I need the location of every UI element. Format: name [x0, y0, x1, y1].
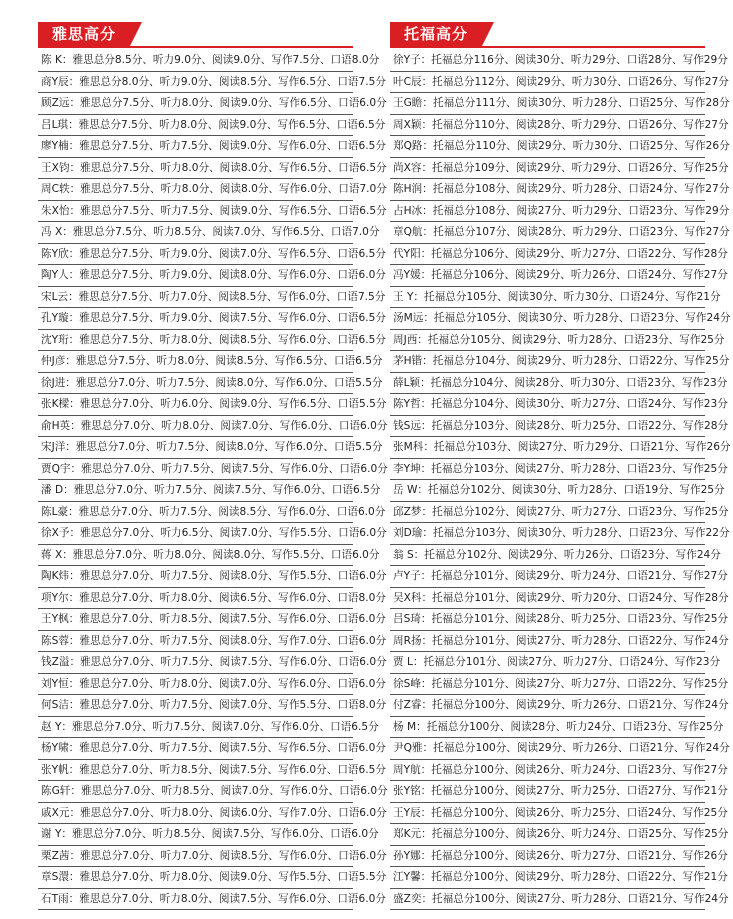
toefl-score-row: 叶C辰：托福总分112分、阅读29分、听力30分、口语26分、写作27分: [390, 72, 705, 94]
toefl-score-row: 尚X容：托福总分109分、阅读29分、听力29分、口语26分、写作25分: [390, 158, 705, 180]
ielts-score-row: 杨Y啸：雅思总分7.0分、听力7.5分、阅读7.5分、写作6.5分、口语6.0分: [38, 738, 353, 760]
ielts-score-row: 徐X予：雅思总分7.0分、听力6.5分、阅读7.0分、写作5.5分、口语6.0分: [38, 523, 353, 545]
toefl-score-row: 付Z睿：托福总分100分、阅读29分、听力26分、口语21分、写作24分: [390, 695, 705, 717]
toefl-score-row: 陈H润：托福总分108分、阅读29分、听力28分、口语24分、写作27分: [390, 179, 705, 201]
ielts-score-row: 章S澴：雅思总分7.0分、听力8.0分、阅读9.0分、写作5.5分、口语5.5分: [38, 867, 353, 889]
ielts-score-row: 仲J彦：雅思总分7.5分、听力8.0分、阅读8.5分、写作6.5分、口语6.5分: [38, 351, 353, 373]
ielts-score-row: 石T雨：雅思总分7.0分、听力8.0分、阅读7.5分、写作6.0分、口语6.0分: [38, 889, 353, 911]
toefl-score-row: 汤M远：托福总分105分、阅读30分、听力28分、口语23分、写作24分: [390, 308, 705, 330]
ielts-score-row: 潘 D：雅思总分7.0分、听力7.5分、阅读7.5分、写作6.0分、口语6.5分: [38, 480, 353, 502]
toefl-score-row: 陈Y哲：托福总分104分、阅读30分、听力27分、口语24分、写作23分: [390, 394, 705, 416]
toefl-score-row: 吕S琦：托福总分101分、阅读28分、听力25分、口语23分、写作25分: [390, 609, 705, 631]
ielts-score-row: 陶K炜：雅思总分7.0分、听力7.5分、阅读8.0分、写作5.5分、口语6.0分: [38, 566, 353, 588]
toefl-score-row: 江Y馨：托福总分100分、阅读29分、听力28分、口语22分、写作21分: [390, 867, 705, 889]
toefl-score-row: 茅H锴：托福总分104分、阅读29分、听力28分、口语22分、写作25分: [390, 351, 705, 373]
toefl-list: [390, 50, 731, 910]
toefl-score-row: 冯Y媛：托福总分106分、阅读29分、听力26分、口语24分、写作27分: [390, 265, 705, 287]
toefl-score-row: 占H冰：托福总分108分、阅读27分、听力29分、口语23分、写作29分: [390, 201, 705, 223]
toefl-score-row: 薛L颖：托福总分104分、阅读28分、听力30分、口语23分、写作23分: [390, 373, 705, 395]
ielts-score-row: 张Y帆：雅思总分7.0分、听力8.5分、阅读7.5分、写作6.0分、口语6.5分: [38, 760, 353, 782]
toefl-score-row: 盛Z奕：托福总分100分、阅读27分、听力28分、口语21分、写作24分: [390, 889, 705, 911]
ielts-section: [38, 22, 388, 910]
toefl-score-row: 徐S峰：托福总分101分、阅读27分、听力27分、口语22分、写作25分: [390, 674, 705, 696]
ielts-list: [38, 50, 388, 910]
ielts-score-row: 陶Y人：雅思总分7.5分、听力9.0分、阅读8.0分、写作6.0分、口语6.0分: [38, 265, 353, 287]
ielts-score-row: 项Y尔：雅思总分7.0分、听力8.0分、阅读6.5分、写作6.0分、口语8.0分: [38, 588, 353, 610]
toefl-score-row: 张Y铭：托福总分100分、阅读27分、听力25分、口语27分、写作21分: [390, 781, 705, 803]
ielts-score-row: 陈L豪：雅思总分7.0分、听力7.5分、阅读8.5分、写作6.0分、口语6.0分: [38, 502, 353, 524]
toefl-score-row: 尹Q雅：托福总分100分、阅读29分、听力26分、口语21分、写作24分: [390, 738, 705, 760]
toefl-section: [390, 22, 731, 910]
ielts-score-row: 朱X怡：雅思总分7.5分、听力7.5分、阅读9.0分、写作6.5分、口语6.5分: [38, 201, 353, 223]
toefl-score-row: 王G瞻：托福总分111分、阅读30分、听力28分、口语25分、写作28分: [390, 93, 705, 115]
toefl-score-row: 代Y阳：托福总分106分、阅读29分、听力27分、口语22分、写作28分: [390, 244, 705, 266]
toefl-score-row: 郑Q路：托福总分110分、阅读29分、听力30分、口语25分、写作26分: [390, 136, 705, 158]
ielts-score-row: 赵 Y：雅思总分7.0分、听力7.5分、阅读7.0分、写作6.0分、口语6.5分: [38, 717, 353, 739]
ielts-score-row: 钱Z溢：雅思总分7.0分、听力7.5分、阅读7.5分、写作6.0分、口语6.0分: [38, 652, 353, 674]
ielts-score-row: 沈Y珩：雅思总分7.5分、听力8.0分、阅读8.5分、写作6.0分、口语6.5分: [38, 330, 353, 352]
ielts-score-row: 陈Y欣：雅思总分7.5分、听力9.0分、阅读7.0分、写作6.5分、口语6.5分: [38, 244, 353, 266]
ielts-score-row: 周C轶：雅思总分7.5分、听力8.0分、阅读8.0分、写作6.0分、口语7.0分: [38, 179, 353, 201]
ielts-title: 雅思高分: [38, 22, 130, 46]
ielts-score-row: 孔Y璇：雅思总分7.5分、听力9.0分、阅读7.5分、写作6.0分、口语6.5分: [38, 308, 353, 330]
ielts-score-row: 顾Z远：雅思总分7.5分、听力8.0分、阅读9.0分、写作6.5分、口语6.0分: [38, 93, 353, 115]
ielts-score-row: 贾Q宇：雅思总分7.0分、听力7.5分、阅读7.5分、写作6.0分、口语6.0分: [38, 459, 353, 481]
toefl-score-row: 李Y坤：托福总分103分、阅读27分、听力28分、口语23分、写作25分: [390, 459, 705, 481]
toefl-score-row: 周R扬：托福总分101分、阅读27分、听力28分、口语22分、写作24分: [390, 631, 705, 653]
toefl-score-row: 章Q航：托福总分107分、阅读28分、听力29分、口语23分、写作27分: [390, 222, 705, 244]
ielts-score-row: 吕L琪：雅思总分7.5分、听力8.0分、阅读9.0分、写作6.5分、口语6.5分: [38, 115, 353, 137]
ielts-score-row: 廖Y楠：雅思总分7.5分、听力7.5分、阅读9.0分、写作6.0分、口语6.5分: [38, 136, 353, 158]
ielts-score-row: 徐J进：雅思总分7.0分、听力7.5分、阅读8.0分、写作6.0分、口语5.5分: [38, 373, 353, 395]
ielts-score-row: 张K樑：雅思总分7.0分、听力6.0分、阅读9.0分、写作6.5分、口语5.5分: [38, 394, 353, 416]
toefl-score-row: 孙Y娜：托福总分100分、阅读26分、听力27分、口语21分、写作26分: [390, 846, 705, 868]
ielts-header: [38, 22, 353, 48]
ielts-score-row: 宋J洋：雅思总分7.0分、听力7.5分、阅读8.0分、写作6.0分、口语5.5分: [38, 437, 353, 459]
toefl-score-row: 刘D瑜：托福总分103分、阅读30分、听力28分、口语23分、写作22分: [390, 523, 705, 545]
toefl-score-row: 翁 S：托福总分102分、阅读29分、听力26分、口语23分、写作24分: [390, 545, 705, 567]
toefl-header: [390, 22, 705, 48]
ielts-score-row: 陈G轩：雅思总分7.0分、听力8.5分、阅读7.0分、写作6.0分、口语6.0分: [38, 781, 353, 803]
ielts-score-row: 栗Z茜：雅思总分7.0分、听力7.0分、阅读8.5分、写作6.0分、口语6.0分: [38, 846, 353, 868]
toefl-score-row: 钱S远：托福总分103分、阅读28分、听力25分、口语22分、写作28分: [390, 416, 705, 438]
toefl-score-row: 徐Y子：托福总分116分、阅读30分、听力29分、口语28分、写作29分: [390, 50, 705, 72]
toefl-score-row: 贾 L：托福总分101分、阅读27分、听力27分、口语24分、写作23分: [390, 652, 705, 674]
ielts-score-row: 王X钧：雅思总分7.5分、听力8.0分、阅读8.0分、写作6.5分、口语6.5分: [38, 158, 353, 180]
toefl-score-row: 吴X科：托福总分101分、阅读29分、听力20分、口语24分、写作28分: [390, 588, 705, 610]
ielts-score-row: 戚X元：雅思总分7.0分、听力8.0分、阅读6.0分、写作7.0分、口语6.0分: [38, 803, 353, 825]
toefl-score-row: 邱Z梦：托福总分102分、阅读27分、听力27分、口语23分、写作25分: [390, 502, 705, 524]
toefl-score-row: 卢Y子：托福总分101分、阅读29分、听力24分、口语21分、写作27分: [390, 566, 705, 588]
ielts-score-row: 宋L云：雅思总分7.5分、听力7.0分、阅读8.5分、写作6.0分、口语7.5分: [38, 287, 353, 309]
toefl-score-row: 岳 W：托福总分102分、阅读30分、听力28分、口语19分、写作25分: [390, 480, 705, 502]
toefl-title: 托福高分: [390, 22, 482, 46]
toefl-score-row: 周X颖：托福总分110分、阅读28分、听力29分、口语26分、写作27分: [390, 115, 705, 137]
ielts-score-row: 谢 Y：雅思总分7.0分、听力8.5分、阅读7.5分、写作6.0分、口语6.0分: [38, 824, 353, 846]
toefl-score-row: 周Y航：托福总分100分、阅读26分、听力24分、口语23分、写作27分: [390, 760, 705, 782]
toefl-score-row: 杨 M：托福总分100分、阅读28分、听力24分、口语23分、写作25分: [390, 717, 705, 739]
toefl-score-row: 郑K元：托福总分100分、阅读26分、听力24分、口语25分、写作25分: [390, 824, 705, 846]
ielts-score-row: 俞H英：雅思总分7.0分、听力8.0分、阅读7.0分、写作6.0分、口语6.0分: [38, 416, 353, 438]
ielts-score-row: 商Y辰：雅思总分8.0分、听力9.0分、阅读8.5分、写作6.5分、口语7.5分: [38, 72, 353, 94]
ielts-score-row: 刘Y恒：雅思总分7.0分、听力8.0分、阅读7.0分、写作6.0分、口语6.0分: [38, 674, 353, 696]
ielts-score-row: 冯 X：雅思总分7.5分、听力8.5分、阅读7.0分、写作6.5分、口语7.0分: [38, 222, 353, 244]
ielts-score-row: 蒋 X：雅思总分7.0分、听力8.0分、阅读8.0分、写作5.5分、口语6.0分: [38, 545, 353, 567]
ielts-score-row: 陈S蓉：雅思总分7.0分、听力7.5分、阅读8.0分、写作7.0分、口语6.0分: [38, 631, 353, 653]
toefl-score-row: 张M科：托福总分103分、阅读27分、听力29分、口语21分、写作26分: [390, 437, 705, 459]
ielts-score-row: 王Y枫：雅思总分7.0分、听力8.5分、阅读7.5分、写作6.0分、口语6.0分: [38, 609, 353, 631]
toefl-score-row: 王Y辰：托福总分100分、阅读26分、听力25分、口语24分、写作25分: [390, 803, 705, 825]
toefl-score-row: 王 Y：托福总分105分、阅读30分、听力30分、口语24分、写作21分: [390, 287, 705, 309]
ielts-score-row: 何S洁：雅思总分7.0分、听力7.5分、阅读7.0分、写作5.5分、口语8.0分: [38, 695, 353, 717]
toefl-score-row: 周J西：托福总分105分、阅读29分、听力28分、口语23分、写作25分: [390, 330, 705, 352]
ielts-score-row: 陈 K：雅思总分8.5分、听力9.0分、阅读9.0分、写作7.5分、口语8.0分: [38, 50, 353, 72]
